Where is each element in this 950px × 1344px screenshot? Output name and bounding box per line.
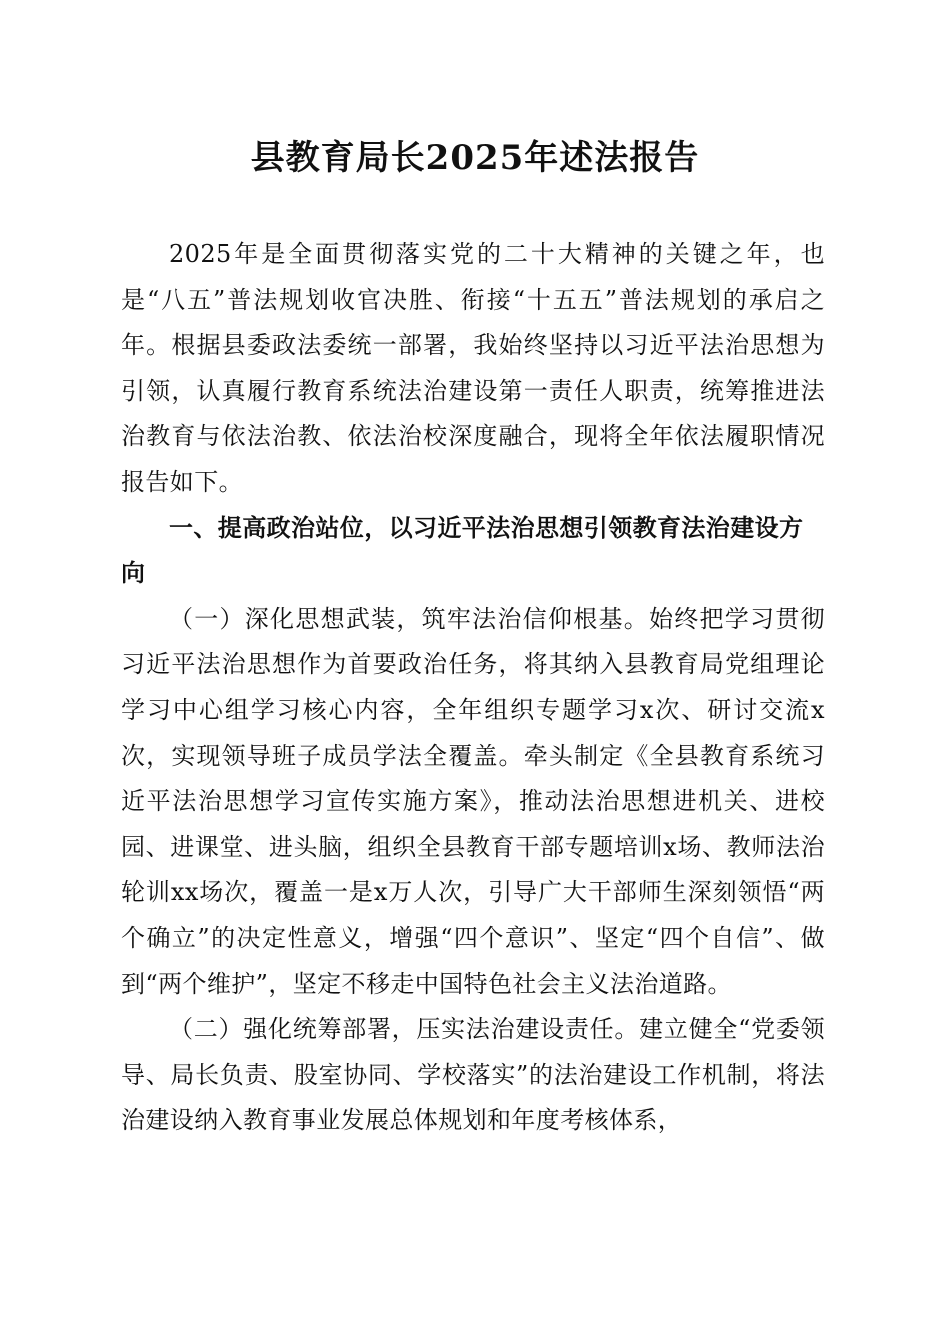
subsection-2-lead: （二）强化统筹部署，压实法治建设责任。 [169,1015,640,1044]
intro-paragraph: 2025年是全面贯彻落实党的二十大精神的关键之年，也是“八五”普法规划收官决胜、衔接“十五五”普法规划的承启之年。根据县委政法委统一部署，我始终坚持以习近平法治思想为引领，认真履行教育系统法治建设第一责任人职责，统筹推进法治教育与依法治教、依法治校深度融合，现将全年依法履职情况报告如下。 [121,240,825,496]
subsection-1-lead: （一）深化思想武装，筑牢法治信仰根基。 [169,604,649,633]
section-1-heading: 一、提高政治站位，以习近平法治思想引领教育法治建设方向 [121,513,804,588]
subsection-1-text: 始终把学习贯彻习近平法治思想作为首要政治任务，将其纳入县教育局党组理论学习中心组学习核心内容，全年组织专题学习x次、研讨交流x次，实现领导班子成员学法全覆盖。牵头制定《全县教育系统习近平法治思想学习宣传实施方案》，推动法治思想进机关、进校园、进课堂、进头脑，组织全县教育干部专题培训x场、教师法治轮训xx场次，覆盖一是x万人次，引导广大干部师生深刻领悟“两个确立”的决定性意义，增强“四个意识”、坚定“四个自信”、做到“两个维护”，坚定不移走中国特色社会主义法治道路。 [121,604,825,998]
subsection-1-paragraph [121,597,825,1007]
document-body [121,232,825,1144]
document-title: 县教育局长2025年述法报告 [250,138,700,178]
subsection-2-paragraph [121,1007,825,1144]
subsection-2-text: 建立健全“党委领导、局长负责、股室协同、学校落实”的法治建设工作机制，将法治建设纳入教育事业发展总体规划和年度考核体系， [121,1015,825,1135]
